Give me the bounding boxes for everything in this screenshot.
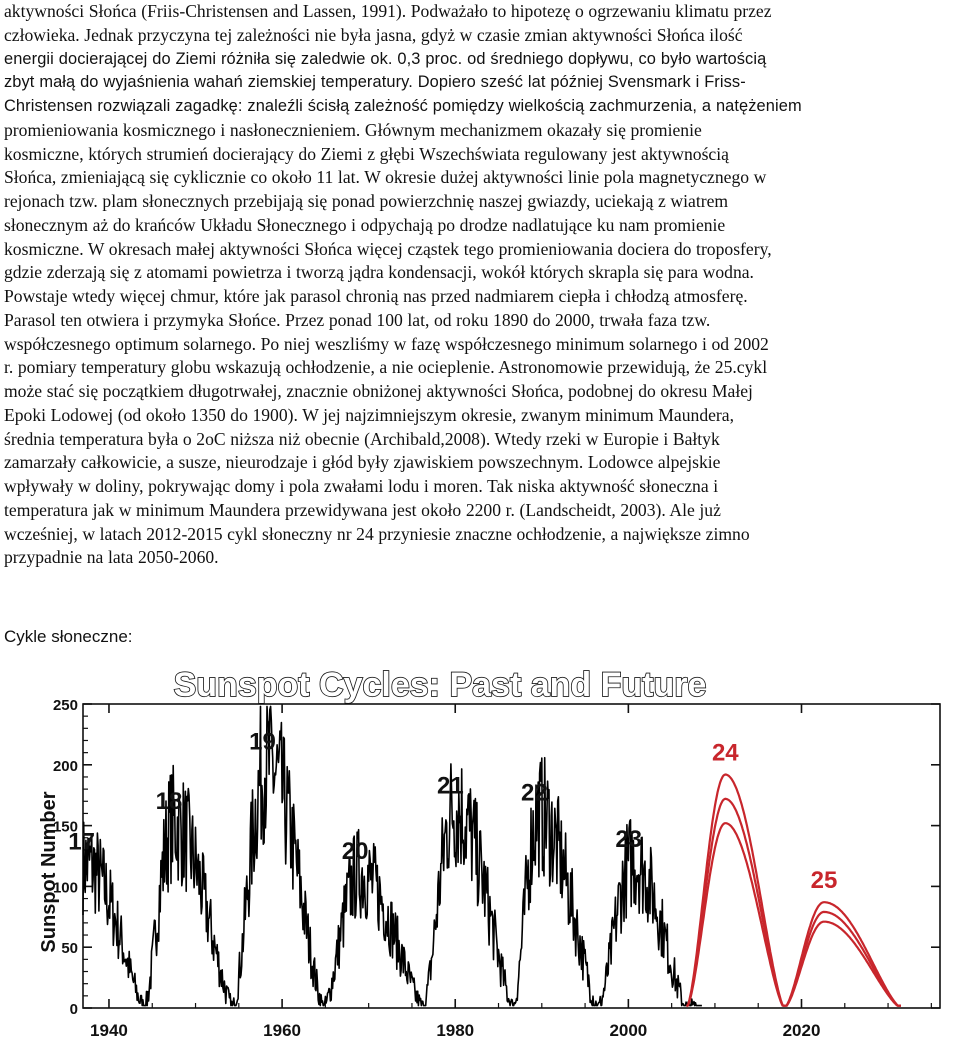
plot-frame xyxy=(83,704,940,1008)
y-tick-label: 250 xyxy=(52,697,78,714)
paragraph-line: wpływały w doliny, pokrywając domy i pola zwałami lodu i moren. Tak niska aktywność słoneczna i xyxy=(4,476,719,496)
x-tick-label: 2020 xyxy=(782,1021,821,1040)
cycle-number-label: 17 xyxy=(68,828,95,856)
cycle-number-label: 22 xyxy=(520,779,548,807)
paragraph-line: średnia temperatura była o 2oC niższa niż obecnie (Archibald,2008). Wtedy rzeki w Europie i Bałtyk xyxy=(4,428,720,449)
paragraph-line: energii docierającej do Ziemi różniła się zaledwie ok. 0,3 proc. od średniego dopływu, co było wartością xyxy=(4,49,767,68)
sunspot-chart xyxy=(28,660,960,1049)
cycle-number-label: 20 xyxy=(341,838,369,866)
paragraph-line: gdzie zderzają się z atomami powietrza i tworzą jądra kondensacji, wokół których skrapla się para wodna. xyxy=(4,262,754,283)
observed-series-line xyxy=(83,706,702,1005)
cycle-number-label: 25 xyxy=(810,867,838,895)
paragraph-line: przypadnie na lata 2050-2060. xyxy=(4,547,219,568)
x-tick-label: 1960 xyxy=(263,1021,302,1040)
y-tick-label: 0 xyxy=(69,1001,78,1018)
y-tick-label: 100 xyxy=(52,879,78,897)
paragraph-line: Powstaje wtedy więcej chmur, które jak parasol chronią nas przed nadmiarem ciepła i chłodzą atmosferę. xyxy=(4,286,748,306)
paragraph-line: r. pomiary temperatury globu wskazują ochłodzenie, a nie ocieplenie. Astronomowie przewidują, że 25.cykl xyxy=(4,357,768,378)
article-paragraph xyxy=(4,0,958,570)
y-tick-label: 200 xyxy=(52,757,78,775)
sunspot-chart-figure xyxy=(28,660,960,1049)
paragraph-line: kosmiczne, których strumień docierający do Ziemi z głębi Wszechświata regulowany jest aktywnością xyxy=(4,143,729,164)
paragraph-line: może stać się początkiem długotrwałej, znacznie obniżonej aktywności Słońca, podobnej do okresu Małej xyxy=(4,381,753,401)
paragraph-line: człowieka. Jednak przyczyna tej zależności nie była jasna, gdyż w czasie zmian aktywności Słońca ilość xyxy=(4,24,743,45)
cycle-number-label: 21 xyxy=(437,772,464,800)
paragraph-line: rejonach tzw. plam słonecznych przebijają się ponad powierzchnię naszej gwiazdy, uciekają z wiatrem xyxy=(4,191,729,211)
y-tick-label: 150 xyxy=(52,818,78,836)
paragraph-line: aktywności Słońca (Friis-Christensen and Lassen, 1991). Podważało to hipotezę o ogrzewaniu klimatu przez xyxy=(4,1,772,21)
x-tick-label: 2000 xyxy=(609,1021,648,1040)
paragraph-line: kosmiczne. W okresach małej aktywności Słońca więcej cząstek tego promieniowania dociera do troposfery, xyxy=(4,238,772,259)
plot-area xyxy=(68,706,901,1005)
paragraph-line: Epoki Lodowej (od około 1350 do 1900). W jej najzimniejszym okresie, zwanym minimum Maundera, xyxy=(4,404,734,425)
y-tick-label: 50 xyxy=(61,940,78,958)
cycle-number-label: 19 xyxy=(249,728,276,756)
cycle-number-label: 18 xyxy=(155,788,183,816)
paragraph-line: zamarzały całkowicie, a susze, nieurodzaje i głód były zjawiskiem powszechnym. Lodowce alpejskie xyxy=(4,452,721,473)
paragraph-line: temperatura jak w minimum Maundera przewidywana jest około 2200 r. (Landscheidt, 2003). Ale już xyxy=(4,499,721,520)
chart-title: Sunspot Cycles: Past and Future xyxy=(173,666,707,704)
figure-caption: Cykle słoneczne: xyxy=(4,627,133,646)
paragraph-line: zbyt małą do wyjaśnienia wahań ziemskiej temperatury. Dopiero sześć lat później Svensmark i Friss- xyxy=(4,73,746,92)
y-axis-label: Sunspot Number xyxy=(38,791,60,953)
x-tick-label: 1980 xyxy=(436,1021,475,1040)
prediction-series-line xyxy=(686,799,901,1006)
x-tick-label: 1940 xyxy=(90,1021,128,1040)
prediction-series-line xyxy=(686,823,901,1005)
paragraph-line: Parasol ten otwiera i przymyka Słońce. Przez ponad 100 lat, od roku 1890 do 2000, trwała faza tzw. xyxy=(4,309,711,330)
cycle-number-label: 24 xyxy=(711,739,739,767)
paragraph-line: promieniowania kosmicznego i nasłonecznieniem. Głównym mechanizmem okazały się promienie xyxy=(4,119,702,140)
cycle-number-label: 23 xyxy=(615,825,643,853)
paragraph-line: Słońca, zmieniającą się cyklicznie co około 11 lat. W okresie dużej aktywności linie pola magnetycznego w xyxy=(4,167,767,188)
paragraph-line: współczesnego optimum solarnego. Po niej weszliśmy w fazę współczesnego minimum solarnego i od 2002 xyxy=(4,333,769,354)
paragraph-line: Christensen rozwiązali zagadkę: znaleźli ścisłą zależność pomiędzy wielkością zachmurzenia, a natężeniem xyxy=(4,97,802,115)
paragraph-line: słonecznym aż do krańców Układu Słonecznego i odpychają po drodze nadlatujące ku nam promienie xyxy=(4,214,726,235)
paragraph-line: wcześniej, w latach 2012-2015 cykl słoneczny nr 24 przyniesie znaczne ochłodzenie, a największe zimno xyxy=(4,523,750,544)
